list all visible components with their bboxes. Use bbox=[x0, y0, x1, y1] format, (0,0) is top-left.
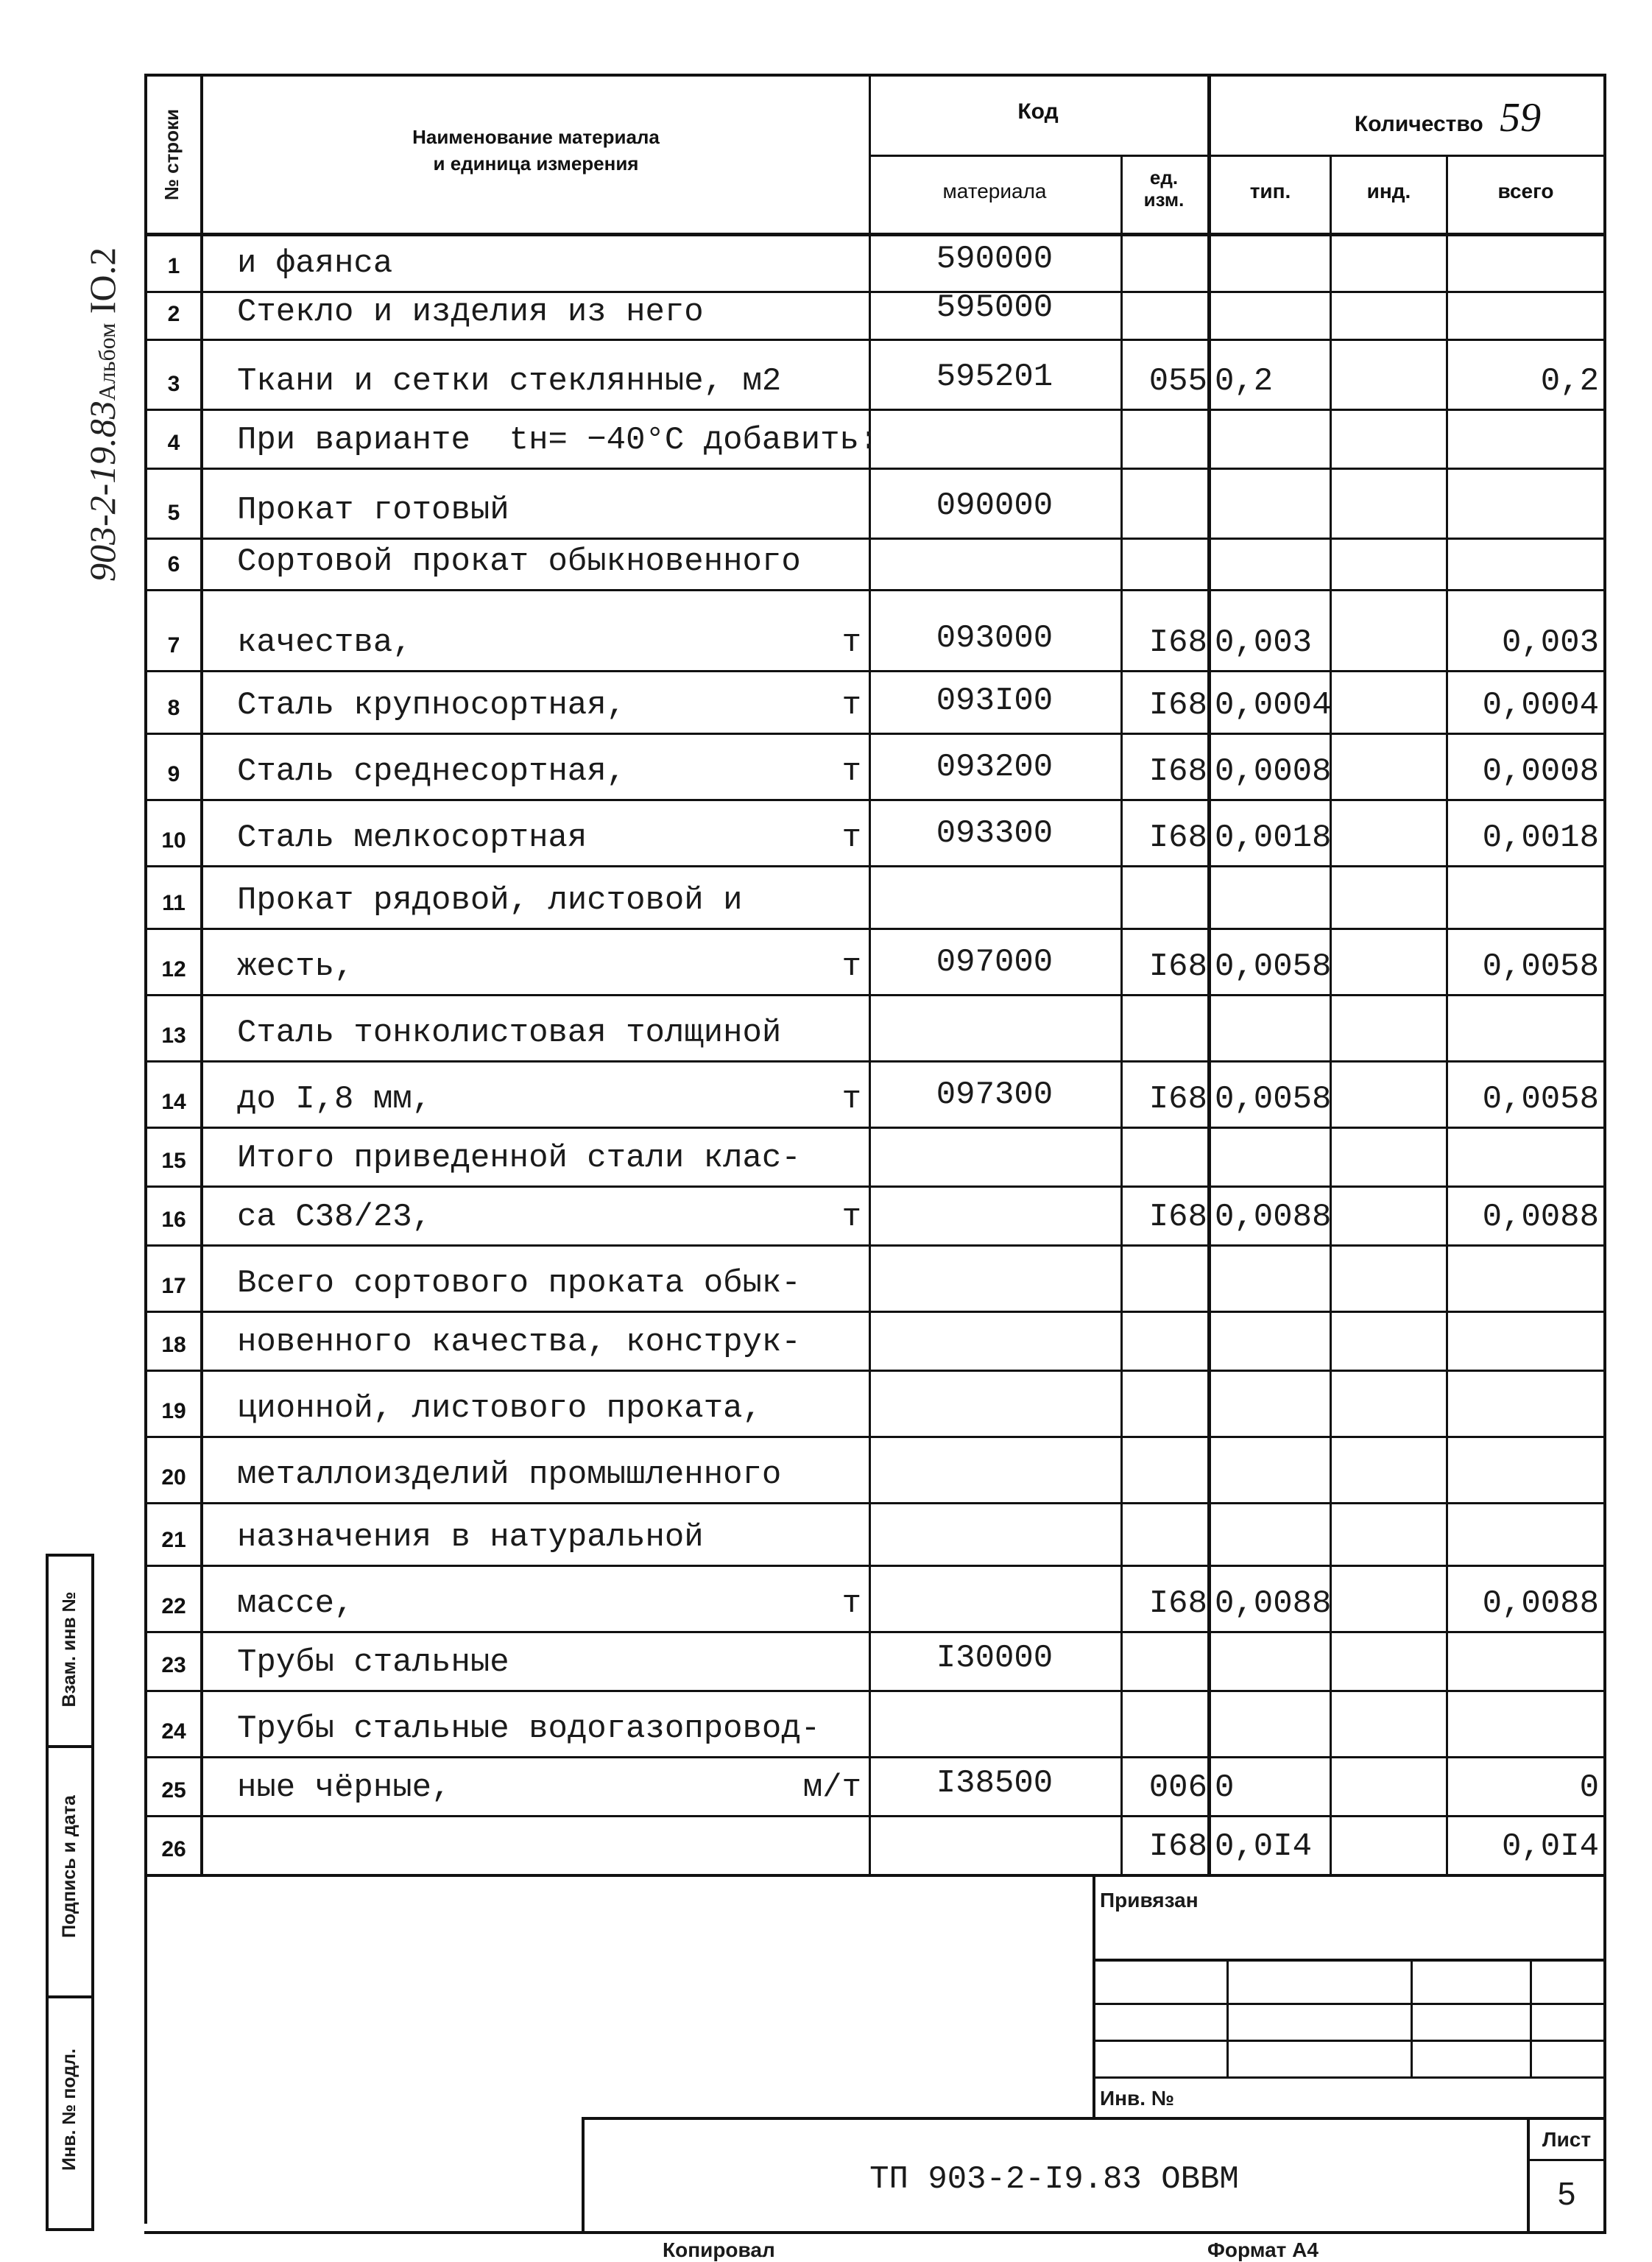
material-unit: т bbox=[841, 948, 861, 985]
material-code: I38500 bbox=[936, 1765, 1053, 1802]
material-name: Всего сортового проката обык- bbox=[237, 1265, 801, 1302]
material-name: Сталь мелкосортная bbox=[237, 820, 587, 856]
material-name: При варианте tн= −40°С добавить: bbox=[237, 422, 879, 459]
material-code: 097000 bbox=[936, 944, 1053, 981]
material-unit: т bbox=[841, 753, 861, 790]
row-number: 26 bbox=[161, 1837, 186, 1861]
quantity-typ: 0,0004 bbox=[1215, 687, 1332, 724]
page-mark: 59 bbox=[1500, 95, 1542, 141]
quantity-total: 0 bbox=[1579, 1769, 1599, 1806]
row-number: 22 bbox=[161, 1594, 186, 1618]
header-unit-line1: ед. bbox=[1149, 166, 1179, 188]
material-name: жесть, bbox=[237, 948, 354, 985]
material-code: 595201 bbox=[936, 359, 1053, 395]
unit-code: I68 bbox=[1148, 753, 1207, 790]
unit-code: I68 bbox=[1148, 820, 1207, 856]
row-number: 16 bbox=[161, 1208, 186, 1232]
header-quantity-label: Количество bbox=[1354, 112, 1483, 136]
material-code: I30000 bbox=[936, 1640, 1053, 1677]
header-ind: инд. bbox=[1366, 180, 1411, 202]
material-unit: т bbox=[841, 687, 861, 724]
album-number: IO.2 bbox=[82, 247, 123, 314]
header-code: Код bbox=[1017, 99, 1059, 124]
material-unit: м/т bbox=[802, 1769, 861, 1806]
header-typ: тип. bbox=[1249, 180, 1291, 202]
row-number: 5 bbox=[167, 501, 180, 525]
material-name: ционной, листового проката, bbox=[237, 1390, 762, 1427]
album-code: 903-2-19.83 bbox=[82, 401, 123, 582]
quantity-typ: 0,0088 bbox=[1215, 1585, 1332, 1622]
material-code: 093200 bbox=[936, 749, 1053, 786]
material-unit: т bbox=[841, 1585, 861, 1622]
material-name: качества, bbox=[237, 624, 412, 661]
row-number: 21 bbox=[161, 1528, 186, 1552]
row-number: 4 bbox=[167, 431, 180, 455]
material-name: Прокат готовый bbox=[237, 492, 509, 529]
material-name: Прокат рядовой, листовой и bbox=[237, 882, 743, 919]
unit-code: I68 bbox=[1148, 1585, 1207, 1622]
material-code: 590000 bbox=[936, 241, 1053, 278]
sheet-number: 5 bbox=[1557, 2176, 1576, 2212]
quantity-total: 0,0058 bbox=[1482, 948, 1599, 985]
unit-code: I68 bbox=[1148, 948, 1207, 985]
header-name-line1: Наименование материала bbox=[412, 126, 660, 148]
unit-code: 006 bbox=[1148, 1769, 1207, 1806]
bound-label: Привязан bbox=[1100, 1889, 1199, 1912]
row-number: 15 bbox=[161, 1149, 186, 1173]
document-title: ТП 903-2-I9.83 ОВВМ bbox=[869, 2161, 1239, 2198]
material-unit: т bbox=[841, 820, 861, 856]
album-word: Альбом bbox=[93, 323, 120, 401]
material-code: 595000 bbox=[936, 289, 1053, 326]
material-unit: т bbox=[841, 1081, 861, 1118]
row-number: 11 bbox=[162, 891, 186, 915]
material-name: назначения в натуральной bbox=[237, 1519, 704, 1556]
material-name: Трубы стальные bbox=[237, 1644, 509, 1681]
row-number: 18 bbox=[161, 1333, 186, 1357]
row-number: 1 bbox=[167, 254, 180, 278]
quantity-total: 0,0I4 bbox=[1501, 1828, 1599, 1865]
material-code: 093000 bbox=[936, 620, 1053, 657]
sign-date-label: Подпись и дата bbox=[59, 1795, 80, 1938]
material-name: Сталь среднесортная, bbox=[237, 753, 626, 790]
material-name: до I,8 мм, bbox=[237, 1081, 432, 1118]
row-number: 12 bbox=[161, 957, 186, 982]
material-name: массе, bbox=[237, 1585, 354, 1622]
unit-code: 055 bbox=[1148, 363, 1207, 400]
inv-orig-label: Инв. № подл. bbox=[59, 2048, 80, 2171]
row-number: 2 bbox=[167, 302, 180, 326]
quantity-total: 0,003 bbox=[1501, 624, 1599, 661]
inv-replace-label: Взам. инв № bbox=[59, 1591, 80, 1708]
unit-code: I68 bbox=[1148, 1081, 1207, 1118]
row-number: 23 bbox=[161, 1653, 186, 1677]
material-name: ные чёрные, bbox=[237, 1769, 451, 1806]
format-label: Формат А4 bbox=[1207, 2238, 1319, 2261]
quantity-total: 0,0004 bbox=[1482, 687, 1599, 724]
header-material: материала bbox=[942, 180, 1047, 202]
quantity-total: 0,0088 bbox=[1482, 1199, 1599, 1236]
row-number: 20 bbox=[161, 1465, 186, 1490]
row-number: 13 bbox=[161, 1023, 186, 1048]
row-number: 24 bbox=[161, 1719, 186, 1744]
unit-code: I68 bbox=[1148, 1828, 1207, 1865]
quantity-total: 0,0018 bbox=[1482, 820, 1599, 856]
material-name: Стекло и изделия из него bbox=[237, 294, 704, 331]
material-name: новенного качества, конструк- bbox=[237, 1324, 801, 1361]
row-number: 14 bbox=[161, 1090, 186, 1114]
quantity-typ: 0,003 bbox=[1215, 624, 1313, 661]
material-name: и фаянса bbox=[237, 245, 393, 282]
quantity-total: 0,2 bbox=[1540, 363, 1599, 400]
row-number: 17 bbox=[161, 1274, 186, 1298]
quantity-typ: 0,0008 bbox=[1215, 753, 1332, 790]
quantity-typ: 0,0I4 bbox=[1215, 1828, 1313, 1865]
unit-code: I68 bbox=[1148, 624, 1207, 661]
row-number: 25 bbox=[161, 1778, 186, 1803]
row-number: 3 bbox=[167, 372, 180, 396]
quantity-typ: 0,0058 bbox=[1215, 1081, 1332, 1118]
quantity-total: 0,0058 bbox=[1482, 1081, 1599, 1118]
copied-label: Копировал bbox=[663, 2238, 775, 2261]
material-name: Сортовой прокат обыкновенного bbox=[237, 543, 801, 580]
unit-code: I68 bbox=[1148, 687, 1207, 724]
row-number: 8 bbox=[167, 696, 180, 720]
quantity-typ: 0,0018 bbox=[1215, 820, 1332, 856]
row-number: 19 bbox=[161, 1399, 186, 1423]
unit-code: I68 bbox=[1148, 1199, 1207, 1236]
material-name: Сталь тонколистовая толщиной bbox=[237, 1015, 782, 1051]
row-number: 9 bbox=[167, 762, 180, 786]
quantity-typ: 0 bbox=[1215, 1769, 1235, 1806]
material-code: 093I00 bbox=[936, 683, 1053, 719]
inv-label: Инв. № bbox=[1100, 2087, 1175, 2110]
header-total: всего bbox=[1497, 180, 1554, 202]
quantity-typ: 0,0058 bbox=[1215, 948, 1332, 985]
material-name: Итого приведенной стали клас- bbox=[237, 1140, 801, 1177]
material-unit: т bbox=[841, 624, 861, 661]
material-name: Трубы стальные водогазопровод- bbox=[237, 1710, 821, 1747]
material-name: Сталь крупносортная, bbox=[237, 687, 626, 724]
material-name: Ткани и сетки стеклянные, м2 bbox=[237, 363, 782, 400]
quantity-typ: 0,2 bbox=[1215, 363, 1274, 400]
row-number: 6 bbox=[167, 552, 180, 577]
quantity-typ: 0,0088 bbox=[1215, 1199, 1332, 1236]
header-name-line2: и единица измерения bbox=[433, 152, 639, 175]
row-number: 10 bbox=[161, 828, 186, 853]
material-name: са С38/23, bbox=[237, 1199, 432, 1236]
material-unit: т bbox=[841, 1199, 861, 1236]
sheet-label: Лист bbox=[1542, 2128, 1592, 2151]
quantity-total: 0,0008 bbox=[1482, 753, 1599, 790]
header-unit-line2: изм. bbox=[1143, 188, 1185, 211]
header-rownum: № строки bbox=[160, 108, 183, 201]
quantity-total: 0,0088 bbox=[1482, 1585, 1599, 1622]
material-name: металлоизделий промышленного bbox=[237, 1456, 782, 1493]
row-number: 7 bbox=[167, 633, 180, 658]
material-code: 097300 bbox=[936, 1077, 1053, 1113]
material-code: 090000 bbox=[936, 487, 1053, 524]
material-code: 093300 bbox=[936, 815, 1053, 852]
